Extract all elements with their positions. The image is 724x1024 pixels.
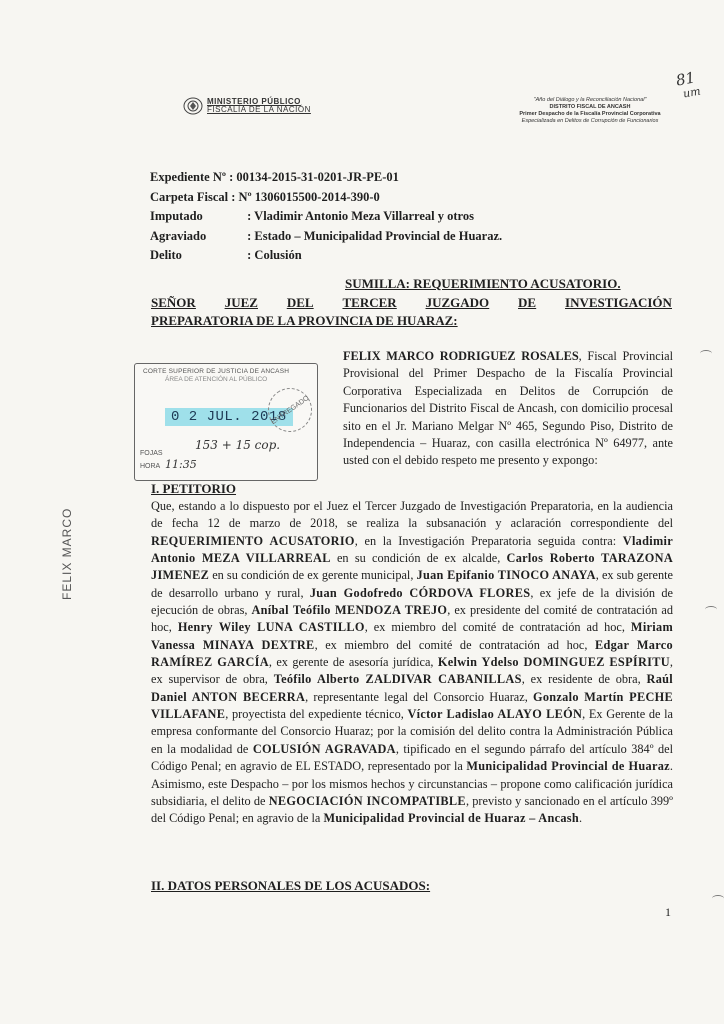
agraviado-label: Agraviado [150, 228, 207, 243]
expediente-label: Expediente Nº [150, 170, 227, 184]
addressee-word: INVESTIGACIÓN [565, 295, 672, 310]
addressee-word: DE [518, 295, 537, 310]
intro-text: , Fiscal Provincial Provisional del Primer Despacho de la Fiscalía Provincial Corporativa Especializada en Delitos de Corrupción de Funcionarios del Distrito Fiscal de Ancash, con domicilio procesal sito en el Jr. Mariano Melgar Nº 465, Segundo Piso, Distrito de Independencia – Huaraz, con casilla electrónica Nº 64977, ante usted con el debido respeto me presento y expongo: [343, 349, 673, 468]
case-row-delito [150, 246, 502, 266]
shield-seal-icon [183, 97, 203, 115]
body-text: , Ex Gerente de la empresa conformante del Consorcio Huaraz; por la comisión del delito contra la Administración Pública en la modalidad de [151, 707, 673, 756]
addressee [151, 294, 672, 330]
body-text: , ex jefe de la división de ejecución de obras, [151, 585, 673, 618]
prosecutor-name: FELIX MARCO RODRIGUEZ ROSALES [343, 349, 579, 363]
ministerio-logo [183, 97, 311, 115]
delito-label: Delito [150, 248, 182, 262]
page-number: 1 [665, 905, 671, 919]
case-row-carpeta [150, 188, 502, 208]
sumilla-heading: SUMILLA: REQUERIMIENTO ACUSATORIO. [345, 276, 621, 291]
accused-name: Henry Wiley LUNA CASTILLO [177, 620, 365, 635]
accused-name: Juan Epifanio TINOCO ANAYA [416, 568, 596, 583]
addressee-word: SEÑOR [151, 295, 196, 310]
side-vertical-stamp: FELIX MARCO [60, 507, 74, 600]
header-motto-line-2: DISTRITO FISCAL DE ANCASH [549, 104, 631, 110]
accused-name: Juan Godofredo CÓRDOVA FLORES [309, 585, 531, 600]
body-bold: REQUERIMIENTO ACUSATORIO [151, 533, 355, 548]
case-info [150, 168, 502, 266]
case-row-agraviado [150, 227, 502, 247]
header-motto-line-1: "Año del Diálogo y la Reconciliación Nacional" [533, 97, 647, 103]
body-text: , proyectista del expediente técnico, [225, 707, 408, 722]
logo-line-1: MINISTERIO PÚBLICO [207, 97, 301, 106]
body-text: , ex presidente del comité de contratación ad hoc, [151, 603, 673, 635]
intro-paragraph [343, 348, 673, 470]
accused-name: Teófilo Alberto ZALDIVAR CABANILLAS [273, 672, 522, 687]
header-motto [500, 97, 680, 125]
delito-value: : Colusión [247, 248, 302, 262]
expediente-value: : 00134-2015-31-0201-JR-PE-01 [229, 170, 399, 184]
edge-mark [700, 350, 712, 357]
body-text: . Asimismo, este Despacho – por los mismos hechos y circunstancias – propone como calificación jurídica subsidiaria, el delito de [151, 759, 673, 808]
body-bold: Municipalidad Provincial de Huaraz – Ancash [323, 811, 580, 826]
crime-name: NEGOCIACIÓN INCOMPATIBLE [268, 793, 466, 808]
stamp-area: ÁREA DE ATENCIÓN AL PÚBLICO [165, 376, 268, 383]
circular-stamp: ENTREGADO [259, 379, 320, 440]
case-row-imputado [150, 207, 502, 227]
accused-name: Aníbal Teófilo MENDOZA TREJO [251, 603, 448, 618]
accused-name: Kelwin Ydelso DOMINGUEZ ESPÍRITU [437, 655, 670, 670]
corner-handwriting-2: um [682, 84, 702, 101]
body-text: , previsto y sancionado en el artículo 399º del Código Penal; en agravio de la [151, 793, 673, 826]
edge-mark [705, 606, 717, 613]
body-bold: Municipalidad Provincial de Huaraz [466, 759, 670, 774]
body-text: , ex residente de obra, [521, 672, 647, 687]
body-text: en su condición de ex alcalde, [330, 551, 507, 566]
accused-name: Edgar Marco RAMÍREZ GARCÍA [151, 637, 673, 670]
imputado-value: : Vladimir Antonio Meza Villarreal y otros [247, 209, 474, 223]
body-text: , ex miembro del comité de contratación ad hoc, [314, 637, 595, 652]
crime-name: COLUSIÓN AGRAVADA [252, 741, 396, 756]
accused-name: Carlos Roberto TARAZONA JIMENEZ [151, 551, 674, 583]
stamp-handwritten-count: 153 + 15 cop. [195, 438, 281, 452]
body-text: Que, estando a lo dispuesto por el Juez el Tercer Juzgado de Investigación Preparatoria, en la audiencia de fecha 12 de marzo de 2018, se realiza la subsanación y aclaración correspondiente del [151, 499, 673, 531]
edge-mark [712, 895, 724, 902]
agraviado-value: : Estado – Municipalidad Provincial de Huaraz. [247, 228, 503, 243]
accused-name: Gonzalo Martín PECHE VILLAFANE [151, 689, 673, 722]
addressee-word: JUEZ [224, 295, 258, 310]
stamp-hora-label: HORA [140, 463, 161, 470]
addressee-line-1 [151, 294, 672, 312]
body-text: , ex sub gerente de desarrollo urbano y rural, [151, 568, 673, 600]
imputado-label: Imputado [150, 209, 203, 223]
stamp-handwritten-time: 11:35 [165, 458, 197, 471]
stamp-date: 0 2 JUL. 2018 [165, 408, 293, 426]
body-text: , ex miembro del comité de contratación ad hoc, [364, 620, 631, 635]
body-text: , tipificado en el segundo párrafo del artículo 384º del Código Penal; en agravio de EL ESTADO, representado por la [151, 741, 673, 774]
body-text: , en la Investigación Preparatoria seguida contra: [354, 533, 623, 548]
accused-name: Vladimir Antonio MEZA VILLARREAL [151, 533, 673, 566]
carpeta-label: Carpeta Fiscal [150, 189, 229, 204]
case-row-expediente [150, 168, 502, 188]
header-motto-line-4: Especializada en Delitos de Corrupción de Funcionarios [521, 118, 659, 124]
body-text: , representante legal del Consorcio Huaraz, [305, 689, 533, 704]
section-datos-title: II. DATOS PERSONALES DE LOS ACUSADOS: [151, 878, 431, 893]
body-text: , ex supervisor de obra, [151, 655, 673, 687]
accused-name: Raúl Daniel ANTON BECERRA [151, 672, 674, 704]
stamp-folios-label: FOJAS [140, 450, 163, 457]
body-text: , ex gerente de asesoría jurídica, [268, 655, 438, 670]
petitorio-paragraph [151, 498, 673, 828]
stamp-court-name: CORTE SUPERIOR DE JUSTICIA DE ANCASH [143, 368, 290, 375]
carpeta-value: : Nº 1306015500-2014-390-0 [231, 189, 380, 204]
accused-name: Miriam Vanessa MINAYA DEXTRE [151, 620, 674, 652]
body-text: en su condición de ex gerente municipal, [209, 568, 417, 583]
logo-line-2: FISCALÍA DE LA NACIÓN [207, 105, 311, 114]
section-petitorio-title: I. PETITORIO [151, 481, 237, 496]
accused-name: Víctor Ladislao ALAYO LEÓN [407, 707, 583, 722]
corner-handwriting: 81 [674, 68, 697, 90]
addressee-line-2: PREPARATORIA DE LA PROVINCIA DE HUARAZ: [151, 313, 458, 328]
header-motto-line-3: Primer Despacho de la Fiscalía Provincial Corporativa [519, 111, 661, 117]
addressee-word: TERCER [342, 295, 397, 310]
body-text: . [579, 811, 583, 826]
addressee-word: JUZGADO [425, 295, 490, 310]
addressee-word: DEL [286, 295, 314, 310]
